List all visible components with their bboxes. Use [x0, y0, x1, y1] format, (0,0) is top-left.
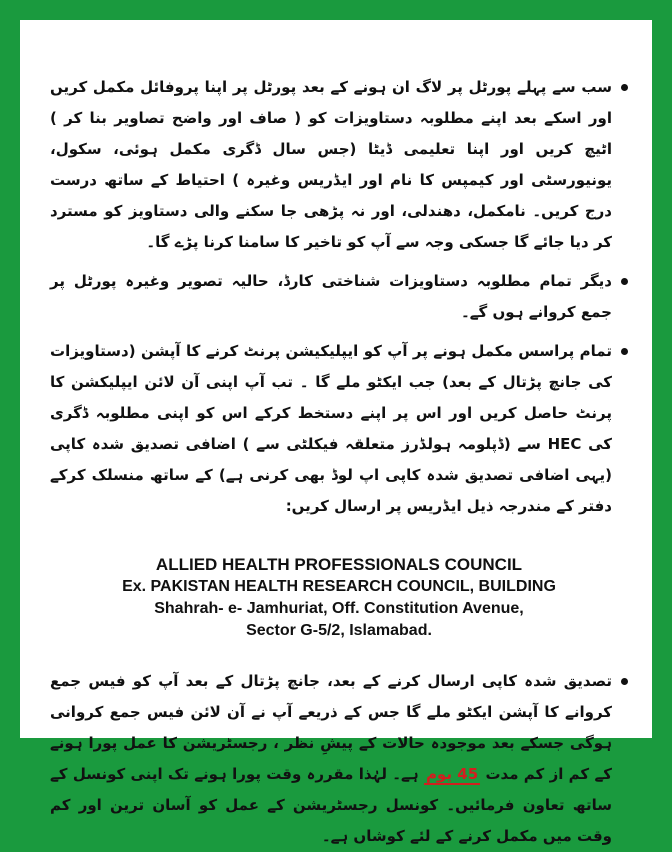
item-text: سب سے پہلے پورٹل پر لاگ ان ہونے کے بعد پورٹل پر اپنا پروفائل مکمل کریں اور اسکے بعد اپنے مطلوبہ دستاویزات کو ( صاف اور واضح تصاویر بنا کر ) اٹیچ کریں اور اپنا تعلیمی ڈیٹا (جس سال ڈگری مکمل ہوئی، سکول، یونیورسٹی اور کیمپس کا نام اور ایڈریس وغیرہ ) احتیاط کے ساتھ درست درج کریں۔ نامکمل، دھندلی، اور نہ پڑھی جا سکنے والی دستاویز کو مسترد کر دیا جائے گا جسکی وجہ سے آپ کو تاخیر کا سامنا کرنا پڑے گا۔: [50, 78, 612, 251]
item-text: دیگر تمام مطلوبہ دستاویزات شناختی کارڈ، حالیہ تصویر وغیرہ پورٹل پر جمع کروانے ہوں گے۔: [50, 272, 612, 321]
bullet-icon: [621, 278, 628, 285]
address-line: Sector G-5/2, Islamabad.: [246, 622, 432, 639]
list-item: [50, 72, 628, 258]
content-panel: [20, 20, 652, 845]
bullet-icon: [621, 348, 628, 355]
list-item: [50, 336, 628, 522]
list-item: [50, 266, 628, 328]
bullet-icon: [621, 84, 628, 91]
duration-highlight: 45 یوم: [425, 765, 479, 783]
list-item: [50, 666, 628, 852]
address-line: Ex. PAKISTAN HEALTH RESEARCH COUNCIL, BUILDING: [122, 578, 556, 595]
item-text: تمام پراسس مکمل ہونے پر آپ کو ایپلیکیشن پرنٹ کرنے کا آپشن (دستاویزات کی جانچ پڑتال کے بعد) جب ایکٹو ملے گا ۔ تب آپ اپنی آن لائن ایپلیکشن کا پرنٹ حاصل کریں اور اس پر اپنے دستخط کرکے اس کو اپنی مطلوبہ ڈگری کی HEC سے (ڈپلومہ ہولڈرز متعلقہ فیکلٹی سے ) اضافی تصدیق شدہ کاپی (یہی اضافی تصدیق شدہ کاپی اپ لوڈ بھی کرنی ہے) کے ساتھ منسلک کرکے دفتر کے مندرجہ ذیل ایڈریس پر ارسال کریں:: [50, 342, 612, 515]
council-address: [50, 554, 628, 642]
address-line: Shahrah- e- Jamhuriat, Off. Constitution Avenue,: [154, 600, 524, 617]
item-text-after: ہے۔ لہٰذا مقررہ وقت پورا ہونے تک اپنی کونسل کے ساتھ تعاون فرمائیں۔ کونسل رجسٹریشن کے عمل کو آسان ترین اور کم وقت میں مکمل کرنے کے لئے کوشاں ہے۔: [50, 765, 612, 845]
instructions-list: [50, 72, 628, 522]
item-text-before: تصدیق شدہ کاپی ارسال کرنے کے بعد، جانچ پڑتال کے بعد آپ کو فیس جمع کروانے کا آپشن ایکٹو ملے گا جس کے ذریعے آپ نے آن لائن فیس جمع کروانی ہوگی جسکے بعد موجودہ حالات کے پیشِ نظر ، رجسٹریشن کا عمل پورا ہونے کے کم از کم مدت: [50, 672, 612, 783]
bullet-icon: [621, 678, 628, 685]
instructions-list-continued: [50, 666, 628, 852]
address-line: ALLIED HEALTH PROFESSIONALS COUNCIL: [155, 555, 523, 574]
